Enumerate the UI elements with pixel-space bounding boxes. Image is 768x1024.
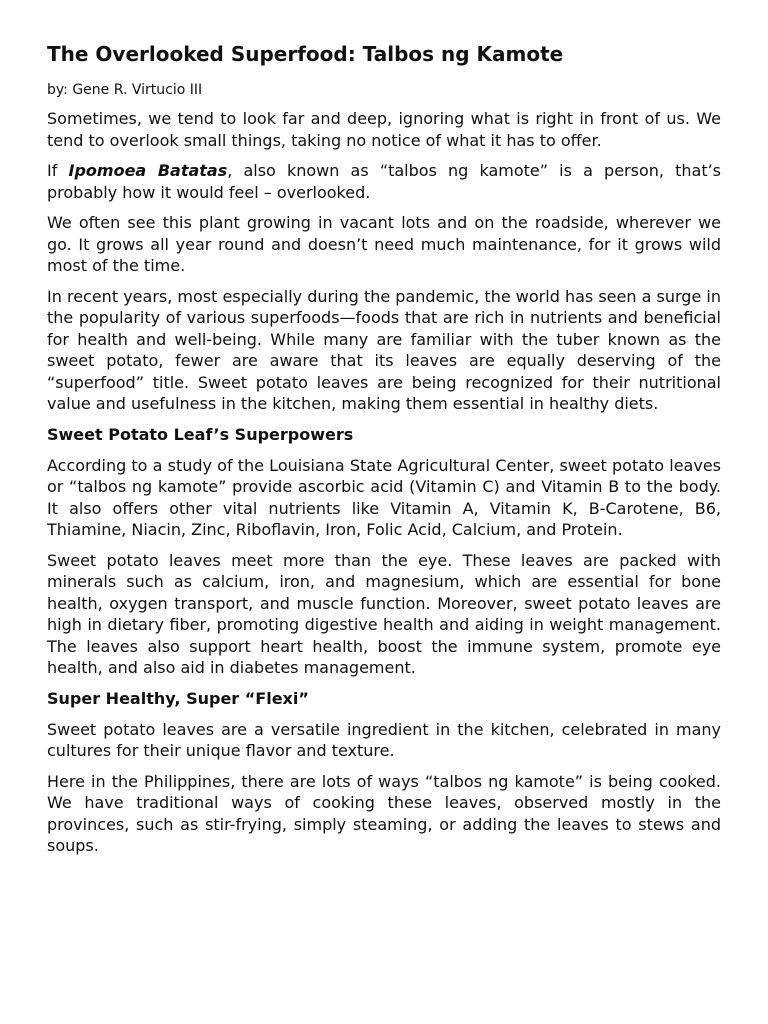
paragraph-superfoods: In recent years, most especially during the pandemic, the world has seen a surge in the popularity of various superfoods—foods that are rich in nutrients and beneficial for health and well-being. While many are familiar with the tuber known as the sweet potato, fewer are aware that its leaves are equally deserving of the “superfood” title. Sweet potato leaves are being recognized for their nutritional value and usefulness in the kitchen, making them essential in healthy diets. (47, 286, 721, 413)
paragraph-ipomoea-prefix: If (47, 161, 69, 180)
section-heading-flexi: Super Healthy, Super “Flexi” (47, 688, 309, 708)
scientific-name: Ipomoea Batatas (68, 161, 228, 180)
article-title: The Overlooked Superfood: Talbos ng Kamote (47, 42, 564, 66)
section-heading-superpowers: Sweet Potato Leaf’s Superpowers (47, 424, 354, 444)
paragraph-minerals: Sweet potato leaves meet more than the eye. These leaves are packed with minerals such as calcium, iron, and magnesium, which are essential for bone health, oxygen transport, and muscle function. Moreover, sweet potato leaves are high in dietary fiber, promoting digestive health and aiding in weight management. The leaves also support heart health, boost the immune system, promote eye health, and also aid in diabetes management. (47, 550, 721, 677)
paragraph-growth: We often see this plant growing in vacant lots and on the roadside, wherever we go. It grows all year round and doesn’t need much maintenance, for it grows wild most of the time. (47, 213, 721, 275)
paragraph-ipomoea (47, 160, 721, 203)
article-byline: by: Gene R. Virtucio III (47, 82, 203, 98)
paragraph-versatile: Sweet potato leaves are a versatile ingredient in the kitchen, celebrated in many cultures for their unique flavor and texture. (47, 719, 721, 760)
paragraph-philippines: Here in the Philippines, there are lots of ways “talbos ng kamote” is being cooked. We have traditional ways of cooking these leaves, observed mostly in the provinces, such as stir-frying, simply steaming, or adding the leaves to stews and soups. (47, 771, 721, 855)
paragraph-ipomoea-suffix: , also known as “talbos ng kamote” is a person, that’s probably how it would feel – overlooked. (47, 161, 722, 202)
paragraph-study: According to a study of the Louisiana State Agricultural Center, sweet potato leaves or “talbos ng kamote” provide ascorbic acid (Vitamin C) and Vitamin B to the body. It also offers other vital nutrients like Vitamin A, Vitamin K, B-Carotene, B6, Thiamine, Niacin, Zinc, Riboflavin, Iron, Folic Acid, Calcium, and Protein. (47, 455, 721, 539)
paragraph-intro: Sometimes, we tend to look far and deep, ignoring what is right in front of us. We tend to overlook small things, taking no notice of what it has to offer. (47, 109, 721, 150)
